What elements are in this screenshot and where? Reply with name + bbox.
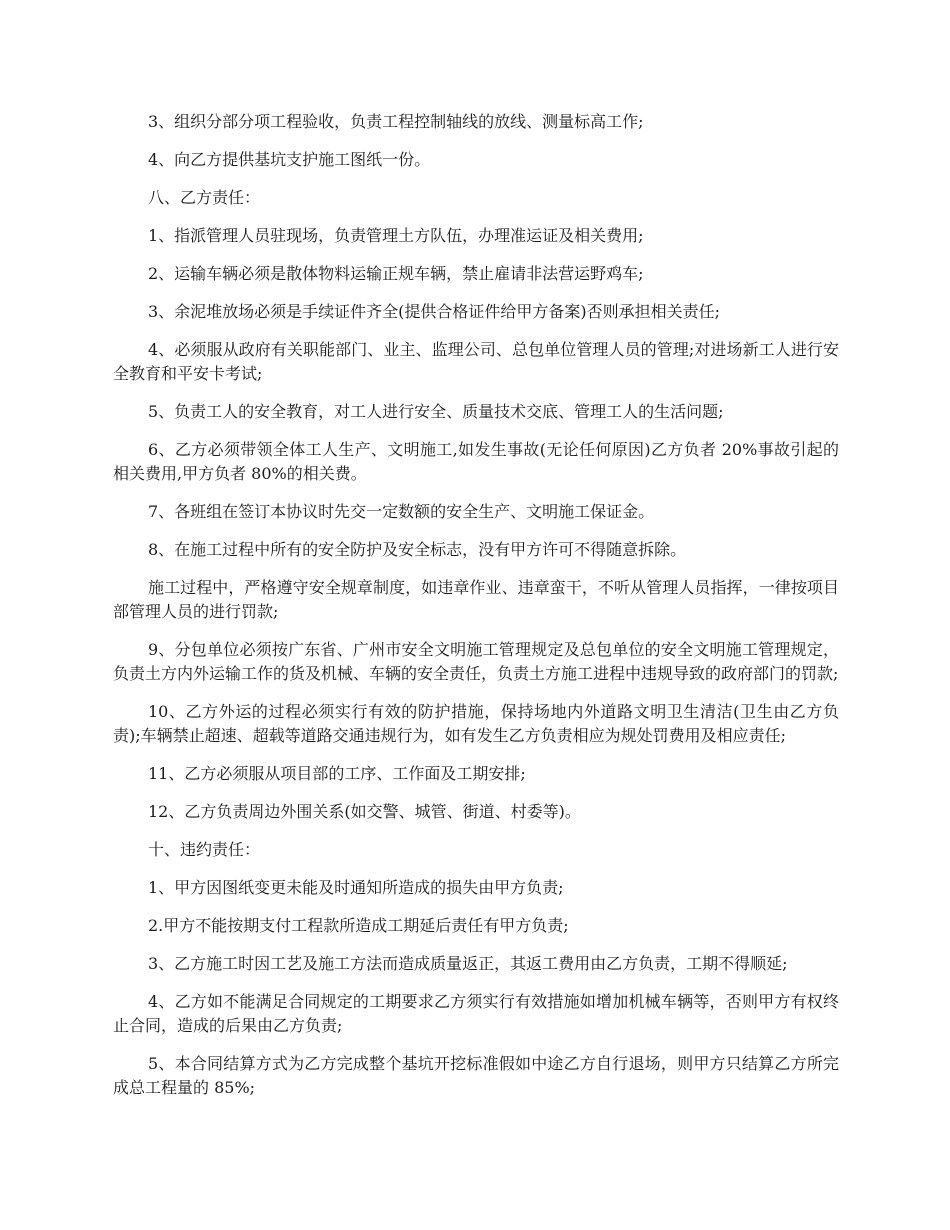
paragraph: 1、指派管理人员驻现场，负责管理土方队伍，办理准运证及相关费用; xyxy=(148,226,644,245)
paragraph: 4、向乙方提供基坑支护施工图纸一份。 xyxy=(148,150,431,169)
paragraph: 施工过程中，严格遵守安全规章制度，如违章作业、违章蛮干，不听从管理人员指挥，一律按项目部管理人员的进行罚款; xyxy=(113,578,839,621)
paragraph: 2.甲方不能按期支付工程款所造成工期延后责任有甲方负责; xyxy=(148,916,569,935)
section-heading: 十、违约责任： xyxy=(148,840,261,859)
paragraph: 6、乙方必须带领全体工人生产、文明施工,如发生事故(无论任何原因)乙方负者 20%事故引起的相关费用,甲方负者 80%的相关费。 xyxy=(113,440,839,483)
paragraph: 9、分包单位必须按广东省、广州市安全文明施工管理规定及总包单位的安全文明施工管理规定，负责土方内外运输工作的货及机械、车辆的安全责任，负责土方施工进程中违规导致的政府部门的罚款; xyxy=(113,640,839,683)
paragraph: 5、负责工人的安全教育，对工人进行安全、质量技术交底、管理工人的生活问题; xyxy=(148,402,724,421)
paragraph: 12、乙方负责周边外围关系(如交警、城管、街道、村委等)。 xyxy=(148,802,581,821)
paragraph: 1、甲方因图纸变更未能及时通知所造成的损失由甲方负责; xyxy=(148,878,564,897)
paragraph: 3、组织分部分项工程验收，负责工程控制轴线的放线、测量标高工作; xyxy=(148,112,644,131)
paragraph: 3、乙方施工时因工艺及施工方法而造成质量返正，其返工费用由乙方负责，工期不得顺延; xyxy=(148,954,788,973)
paragraph: 4、必须服从政府有关职能部门、业主、监理公司、总包单位管理人员的管理;对进场新工人进行安全教育和平安卡考试; xyxy=(113,340,839,383)
paragraph: 7、各班组在签订本协议时先交一定数额的安全生产、文明施工保证金。 xyxy=(148,502,655,521)
paragraph: 8、在施工过程中所有的安全防护及安全标志，没有甲方许可不得随意拆除。 xyxy=(148,540,687,559)
document-body xyxy=(113,110,839,1114)
paragraph: 5、本合同结算方式为乙方完成整个基坑开挖标准假如中途乙方自行退场，则甲方只结算乙方所完成总工程量的 85%; xyxy=(113,1054,839,1097)
section-heading: 八、乙方责任： xyxy=(148,188,261,207)
paragraph: 11、乙方必须服从项目部的工序、工作面及工期安排; xyxy=(148,764,526,783)
paragraph: 4、乙方如不能满足合同规定的工期要求乙方须实行有效措施如增加机械车辆等，否则甲方有权终止合同，造成的后果由乙方负责; xyxy=(113,992,839,1035)
paragraph: 3、余泥堆放场必须是手续证件齐全(提供合格证件给甲方备案)否则承担相关责任; xyxy=(148,302,721,321)
paragraph: 2、运输车辆必须是散体物料运输正规车辆，禁止雇请非法营运野鸡车; xyxy=(148,264,644,283)
paragraph: 10、乙方外运的过程必须实行有效的防护措施，保持场地内外道路文明卫生清洁(卫生由乙方负责);车辆禁止超速、超载等道路交通违规行为，如有发生乙方负责相应为规处罚费用及相应责任; xyxy=(113,702,839,745)
